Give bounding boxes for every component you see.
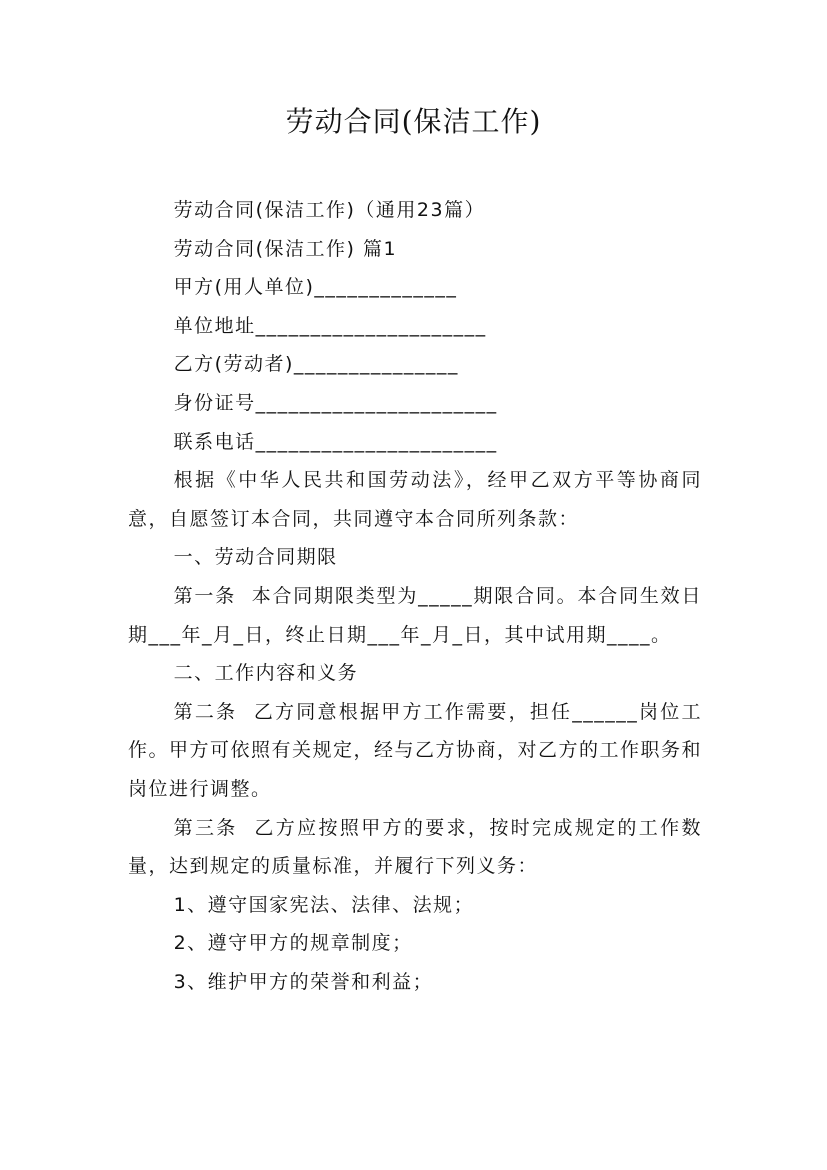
- paragraph-party-a: 甲方(用人单位)_____________: [173, 276, 458, 299]
- paragraph-preamble: 根据《中华人民共和国劳动法》，经甲乙双方平等协商同意，自愿签订本合同，共同遵守本合同所列条款：: [128, 469, 702, 530]
- document-title: 劳动合同(保洁工作): [285, 105, 542, 138]
- paragraph-heading-duties: 二、工作内容和义务: [173, 662, 359, 685]
- paragraph-obligation-3: 3、维护甲方的荣誉和利益；: [173, 970, 434, 993]
- paragraph-heading-term: 一、劳动合同期限: [173, 546, 338, 569]
- paragraph-article-3: 第三条 乙方应按照甲方的要求，按时完成规定的工作数量，达到规定的质量标准，并履行下列义务：: [128, 816, 702, 878]
- paragraph-article-2: 第二条 乙方同意根据甲方工作需要，担任______岗位工作。甲方可依照有关规定，经与乙方协商，对乙方的工作职务和岗位进行调整。: [128, 700, 703, 800]
- paragraph-section-heading: 劳动合同(保洁工作) 篇1: [173, 237, 398, 260]
- paragraph-obligation-1: 1、遵守国家宪法、法律、法规；: [173, 893, 475, 916]
- paragraph-phone: 联系电话______________________: [173, 430, 498, 453]
- paragraph-address: 单位地址_____________________: [173, 314, 487, 337]
- paragraph-collection-heading: 劳动合同(保洁工作)（通用23篇）: [173, 199, 486, 221]
- paragraph-party-b: 乙方(劳动者)_______________: [173, 353, 459, 376]
- paragraph-id-number: 身份证号______________________: [173, 391, 498, 414]
- paragraph-article-1: 第一条 本合同期限类型为_____期限合同。本合同生效日期___年_月_日，终止日期___年_月_日，其中试用期____。: [128, 584, 702, 646]
- paragraph-obligation-2: 2、遵守甲方的规章制度；: [173, 932, 413, 955]
- document-body: [128, 191, 702, 1001]
